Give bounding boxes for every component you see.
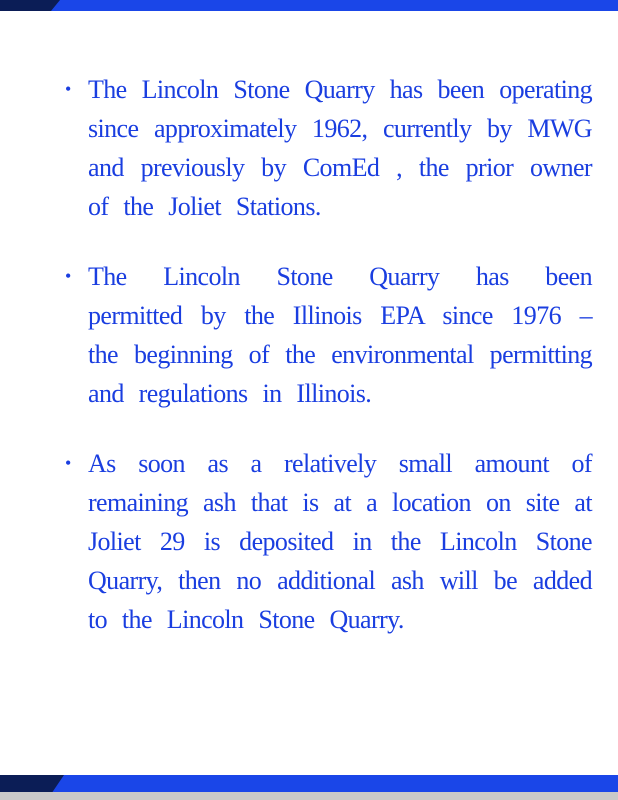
bullet-text-1: The Lincoln Stone Quarry has been operating since approximately 1962, currently by MWG and previously by ComEd , the prior owner of the Joliet Stations. <box>88 75 592 221</box>
bottom-gray-strip <box>0 792 618 800</box>
top-accent-bar-dark-segment <box>0 0 60 11</box>
bottom-accent-bar <box>0 775 618 792</box>
bullet-text-2: The Lincoln Stone Quarry has been permitted by the Illinois EPA since 1976 – the beginning of the environmental permitting and regulations in Illinois. <box>88 262 592 408</box>
bullet-item-2 <box>64 257 592 413</box>
bullet-text-3: As soon as a relatively small amount of remaining ash that is at a location on site at Joliet 29 is deposited in the Lincoln Stone Quarry, then no additional ash will be added to the Lincoln Stone Quarry. <box>88 449 592 634</box>
bullet-dot-icon: • <box>65 266 71 286</box>
bullet-dot-icon: • <box>65 79 71 99</box>
bullet-list <box>64 70 592 670</box>
bottom-accent-bar-dark-segment <box>0 775 64 792</box>
bullet-dot-icon: • <box>65 453 71 473</box>
bullet-item-1 <box>64 70 592 226</box>
top-accent-bar <box>0 0 618 11</box>
bullet-item-3 <box>64 444 592 639</box>
